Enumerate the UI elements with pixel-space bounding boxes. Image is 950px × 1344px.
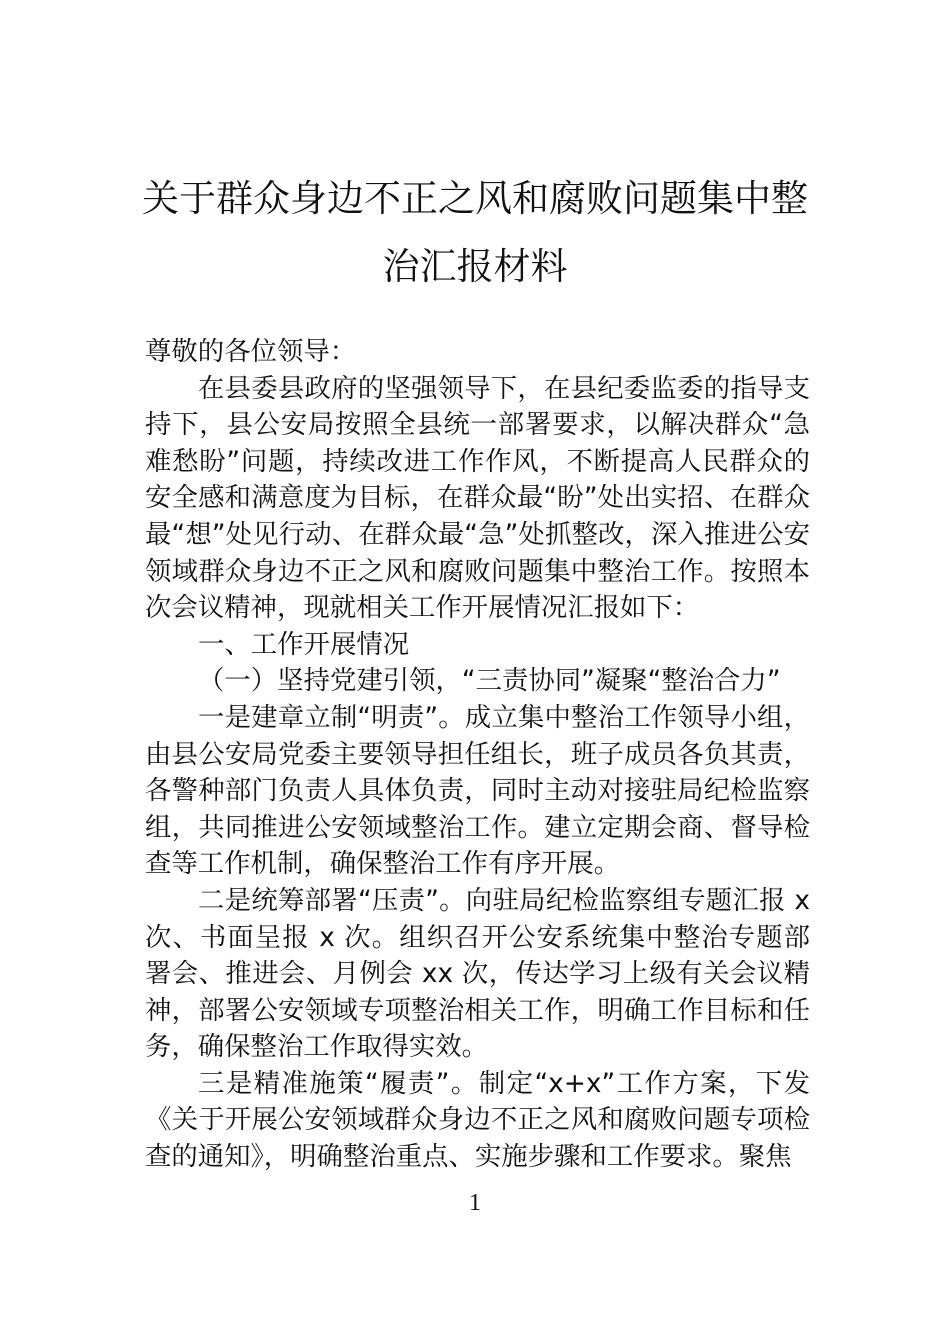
paragraph-first-point: 一是建章立制“明责”。成立集中整治工作领导小组，由县公安局党委主要领导担任组长，班子成员各负其责，各警种部门负责人具体负责，同时主动对接驻局纪检监察组，共同推进公安领域整治工作。建立定期会商、督导检查等工作机制，确保整治工作有序开展。 <box>145 701 810 880</box>
paragraph-third-point: 三是精准施策“履责”。制定“x+x”工作方案，下发《关于开展公安领域群众身边不正之风和腐败问题专项检查的通知》，明确整治重点、实施步骤和工作要求。聚焦 <box>145 1067 810 1173</box>
page-number: 1 <box>469 1190 481 1216</box>
salutation: 尊敬的各位领导： <box>145 336 357 367</box>
subsection-heading: （一）坚持党建引领，“三责协同”凝聚“整治合力” <box>198 665 781 697</box>
document-body <box>145 334 810 1176</box>
paragraph-second-point: 二是统筹部署“压责”。向驻局纪检监察组专题汇报 x 次、书面呈报 x 次。组织召开公安系统集中整治专题部署会、推进会、月例会 xx 次，传达学习上级有关会议精神，部署公安领域专项整治相关工作，明确工作目标和任务，确保整治工作取得实效。 <box>145 884 810 1063</box>
document-title-line-1: 关于群众身边不正之风和腐败问题集中整 <box>142 177 808 220</box>
intro-paragraph: 在县委县政府的坚强领导下，在县纪委监委的指导支持下，县公安局按照全县统一部署要求，以解决群众“急难愁盼”问题，持续改进工作作风，不断提高人民群众的安全感和满意度为目标，在群众最“盼”处出实招、在群众最“想”处见行动、在群众最“急”处抓整改，深入推进公安领域群众身边不正之风和腐败问题集中整治工作。按照本次会议精神，现就相关工作开展情况汇报如下： <box>145 372 810 624</box>
document-title-line-2: 治汇报材料 <box>382 245 568 288</box>
section-heading: 一、工作开展情况 <box>198 628 410 660</box>
